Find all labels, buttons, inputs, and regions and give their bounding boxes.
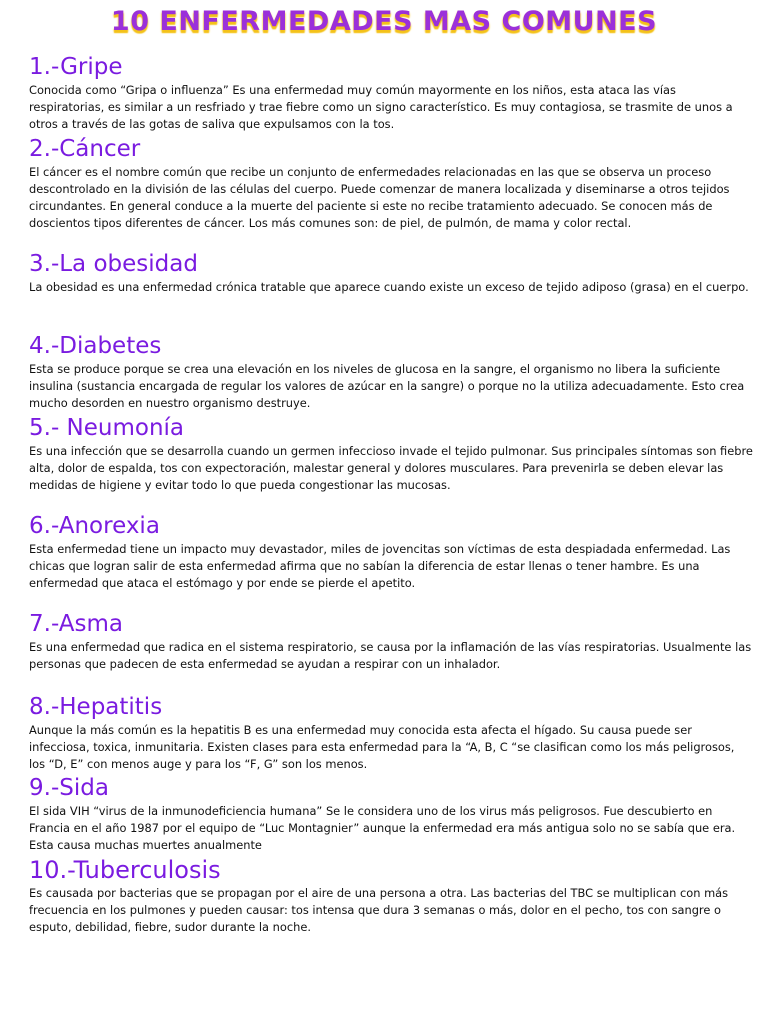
section-sida (29, 775, 754, 854)
document-title: 10 ENFERMEDADES MAS COMUNES (110, 6, 658, 37)
section-text: El cáncer es el nombre común que recibe un conjunto de enfermedades relacionadas en las que se observa un proceso descontrolado en la división de las células del cuerpo. Puede comenzar de manera localizada y diseminarse a otros tejidos circundantes. En general conduce a la muerte del paciente si este no recibe tratamiento adecuado. Se conocen más de doscientos tipos diferentes de cáncer. Los más comunes son: de piel, de pulmón, de mama y color rectal. (29, 165, 730, 230)
section-heading: 9.-Sida (29, 775, 109, 801)
section-heading: 2.-Cáncer (29, 136, 141, 162)
section-heading: 1.-Gripe (29, 54, 123, 80)
section-anorexia (29, 513, 754, 592)
section-heading: 8.-Hepatitis (29, 694, 163, 720)
section-obesidad (29, 251, 754, 296)
section-heading: 6.-Anorexia (29, 513, 160, 539)
section-text: Es una infección que se desarrolla cuando un germen infeccioso invade el tejido pulmonar. Sus principales síntomas son fiebre alta, dolor de espalda, tos con expectoración, malestar general y dolores musculares. Para prevenirla se deben elevar las medidas de higiene y evitar todo lo que pueda congestionar las mucosas. (29, 444, 753, 492)
section-text: Esta se produce porque se crea una elevación en los niveles de glucosa en la sangre, el organismo no libera la suficiente insulina (sustancia encargada de regular los valores de azúcar en la sangre) o porque no la utiliza adecuadamente. Esto crea mucho desorden en nuestro organismo destruye. (29, 362, 745, 410)
section-cancer (29, 136, 754, 232)
section-text: La obesidad es una enfermedad crónica tratable que aparece cuando existe un exceso de tejido adiposo (grasa) en el cuerpo. (29, 280, 749, 294)
section-text: Es una enfermedad que radica en el sistema respiratorio, se causa por la inflamación de las vías respiratorias. Usualmente las personas que padecen de esta enfermedad se ayudan a respirar con un inhalador. (29, 640, 752, 671)
section-text: Esta enfermedad tiene un impacto muy devastador, miles de jovencitas son víctimas de esta despiadada enfermedad. Las chicas que logran salir de esta enfermedad afirma que no sabían la diferencia de estar llenas o tener hambre. Es una enfermedad que ataca el estómago y por ende se pierde el apetito. (29, 542, 731, 590)
section-asma (29, 611, 754, 673)
section-text: El sida VIH “virus de la inmunodeficiencia humana” Se le considera uno de los virus más peligrosos. Fue descubierto en Francia en el año 1987 por el equipo de “Luc Montagnier” aunque la enfermedad era más antigua solo no se sabía que era. Esta causa muchas muertes anualmente (29, 804, 736, 852)
section-tuberculosis (29, 857, 754, 936)
section-text: Conocida como “Gripa o influenza” Es una enfermedad muy común mayormente en los niños, esta ataca las vías respiratorias, es similar a un resfriado y trae fiebre como un signo característico. Es muy contagiosa, se trasmite de unos a otros a través de las gotas de saliva que expulsamos con la tos. (29, 83, 733, 131)
section-text: Es causada por bacterias que se propagan por el aire de una persona a otra. Las bacterias del TBC se multiplican con más frecuencia en los pulmones y pueden causar: tos intensa que dura 3 semanas o más, dolor en el pecho, tos con sangre o esputo, debilidad, fiebre, sudor durante la noche. (29, 886, 729, 934)
section-text: Aunque la más común es la hepatitis B es una enfermedad muy conocida esta afecta el hígado. Su causa puede ser infecciosa, toxica, inmunitaria. Existen clases para esta enfermedad para la “A, B, C “se clasifican como los más peligrosos, los “D, E” con menos auge y para los “F, G” son los menos. (29, 723, 735, 771)
section-hepatitis (29, 694, 754, 773)
section-heading: 5.- Neumonía (29, 415, 185, 441)
section-heading: 3.-La obesidad (29, 251, 198, 277)
section-gripe (29, 54, 754, 133)
section-heading: 7.-Asma (29, 611, 123, 637)
section-diabetes (29, 333, 754, 412)
section-heading: 4.-Diabetes (29, 333, 162, 359)
section-neumonia (29, 415, 754, 494)
section-heading: 10.-Tuberculosis (29, 856, 221, 884)
